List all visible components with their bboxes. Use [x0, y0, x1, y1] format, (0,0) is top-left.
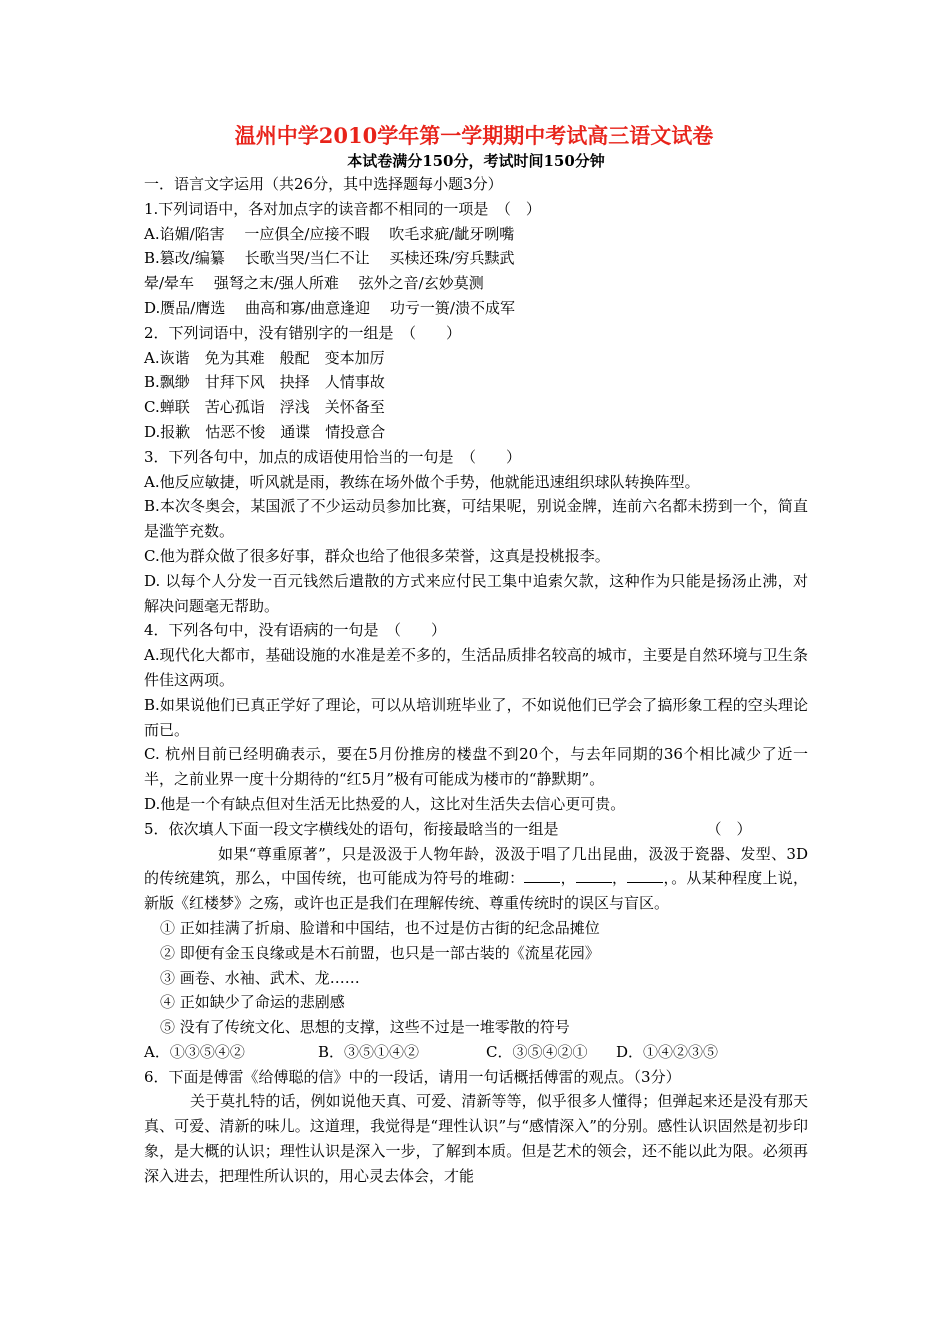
answer-blank-1[interactable] [524, 868, 560, 883]
option-a: A.谄媚/陷害 一应俱全/应接不暇 吹毛求疵/龇牙咧嘴 [144, 224, 515, 243]
option-d: D. 以每个人分发一百元钱然后遣散的方式来应付民工集中追索欠款，这种作为只能是扬汤止沸，对解决问题毫无帮助。 [144, 571, 808, 615]
answer-options [144, 1040, 808, 1065]
option-d: D.他是一个有缺点但对生活无比热爱的人，这比对生活失去信心更可贵。 [144, 794, 626, 813]
list-item: ③ 画卷、水袖、武术、龙…… [160, 968, 360, 987]
question-passage: 关于莫扎特的话，例如说他天真、可爱、清新等等，似乎很多人懂得；但弹起来还是没有那天真、可爱、清新的味儿。这道理，我觉得是“理性认识”与“感情深入”的分别。感性认识固然是初步印象，是大概的认识；理性认识是深入一步，了解到本质。但是艺术的领会，还不能以此为限。必须再深入进去，把理性所认识的，用心灵去体会，才能 [144, 1092, 808, 1185]
option-a: A.现代化大都市，基础设施的水准是差不多的，生活品质排名较高的城市，主要是自然环境与卫生条件佳这两项。 [144, 646, 808, 689]
exam-subtitle: 本试卷满分150分，考试时间150分钟 [347, 152, 605, 170]
blank-separator: ， [560, 869, 576, 888]
option-b: B．③⑤①④② [318, 1042, 420, 1061]
option-c: C.他为群众做了很多好事，群众也给了他很多荣誉，这真是投桃报李。 [144, 546, 610, 565]
option-a: A．①③⑤④② [144, 1042, 245, 1061]
passage-text: 。从某种程度上说，新版《红楼梦》之殇，或许也正是我们在理解传统、尊重传统时的误区与盲区。 [144, 869, 808, 913]
section-header: 一．语言文字运用（共26分，其中选择题每小题3分） [144, 175, 503, 193]
question-stem [144, 817, 808, 842]
option-c: C. 杭州目前已经明确表示，要在5月份推房的楼盘不到20个，与去年同期的36个相比减少了近一半，之前业界一度十分期待的“红5月”极有可能成为楼市的“静默期”。 [144, 745, 808, 789]
question-stem: 4．下列各句中，没有语病的一句是 （ ） [144, 621, 447, 640]
option-b: B.篡改/编纂 长歌当哭/当仁不让 买椟还珠/穷兵黩武 [144, 249, 515, 268]
question-stem: 3．下列各句中，加点的成语使用恰当的一句是 （ ） [144, 447, 522, 466]
option-b: B.如果说他们已真正学好了理论，可以从培训班毕业了，不如说他们已学会了搞形象工程的空头理论而已。 [144, 695, 808, 739]
option-d: D．①④②③⑤ [616, 1042, 719, 1061]
question-3 [144, 445, 808, 619]
passage-text: 如果“尊重原著”，只是汲汲于人物年龄，汲汲于唱了几出昆曲，汲汲于瓷器、发型、3D的传统建筑，那么，中国传统，也可能成为符号的堆砌： [144, 844, 808, 888]
option-b: B.本次冬奥会，某国派了不少运动员参加比赛，可结果呢，别说金牌，连前六名都未捞到一个，简直是滥竽充数。 [144, 497, 808, 541]
question-2 [144, 321, 808, 445]
answer-blank-3[interactable] [627, 868, 663, 883]
question-stem: 1.下列词语中，各对加点字的读音都不相同的一项是 （ ） [144, 199, 541, 218]
question-6 [144, 1065, 808, 1189]
option-c: C.蝉联 苦心孤诣 浮浅 关怀备至 [144, 398, 385, 417]
question-stem: 2．下列词语中，没有错别字的一组是 （ ） [144, 323, 462, 342]
question-4 [144, 618, 808, 816]
list-item: ④ 正如缺少了命运的悲剧感 [160, 993, 345, 1012]
question-stem-text: 5．依次填人下面一段文字横线处的语句，衔接最晗当的一组是 [144, 819, 559, 838]
list-item: ① 正如挂满了折扇、脸谱和中国结，也不过是仿古街的纪念品摊位 [160, 918, 600, 937]
option-d: D.赝品/膺选 曲高和寡/曲意逢迎 功亏一篑/溃不成军 [144, 298, 515, 317]
option-c: 晕/晕车 强弩之末/强人所难 弦外之音/玄妙莫测 [144, 274, 484, 293]
exam-title: 温州中学2010学年第一学期期中考试高三语文试卷 [234, 123, 714, 148]
option-d: D.报歉 怙恶不悛 通谍 情投意合 [144, 422, 386, 441]
answer-blank-2[interactable] [576, 868, 612, 883]
blank-separator: ， [663, 869, 672, 888]
blank-separator: ， [611, 869, 628, 888]
list-item: ⑤ 没有了传统文化、思想的支撑，这些不过是一堆零散的符号 [160, 1018, 570, 1037]
question-stem: 6．下面是傅雷《给傅聪的信》中的一段话，请用一句话概括傅雷的观点。（3分） [144, 1067, 681, 1086]
list-item: ② 即便有金玉良缘或是木石前盟，也只是一部古装的《流星花园》 [160, 943, 600, 962]
option-b: B.飘缈 甘拜下风 抉择 人情事故 [144, 373, 385, 392]
question-5 [144, 817, 808, 1065]
document-body [144, 122, 808, 1189]
option-c: C．③⑤④②① [486, 1042, 588, 1061]
question-passage [144, 842, 808, 916]
option-a: A.他反应敏捷，听风就是雨，教练在场外做个手势，他就能迅速组织球队转换阵型。 [144, 472, 700, 491]
question-1 [144, 197, 808, 321]
answer-bracket: （ ） [706, 819, 752, 838]
option-a: A.诙谐 免为其难 般配 变本加厉 [144, 348, 385, 367]
